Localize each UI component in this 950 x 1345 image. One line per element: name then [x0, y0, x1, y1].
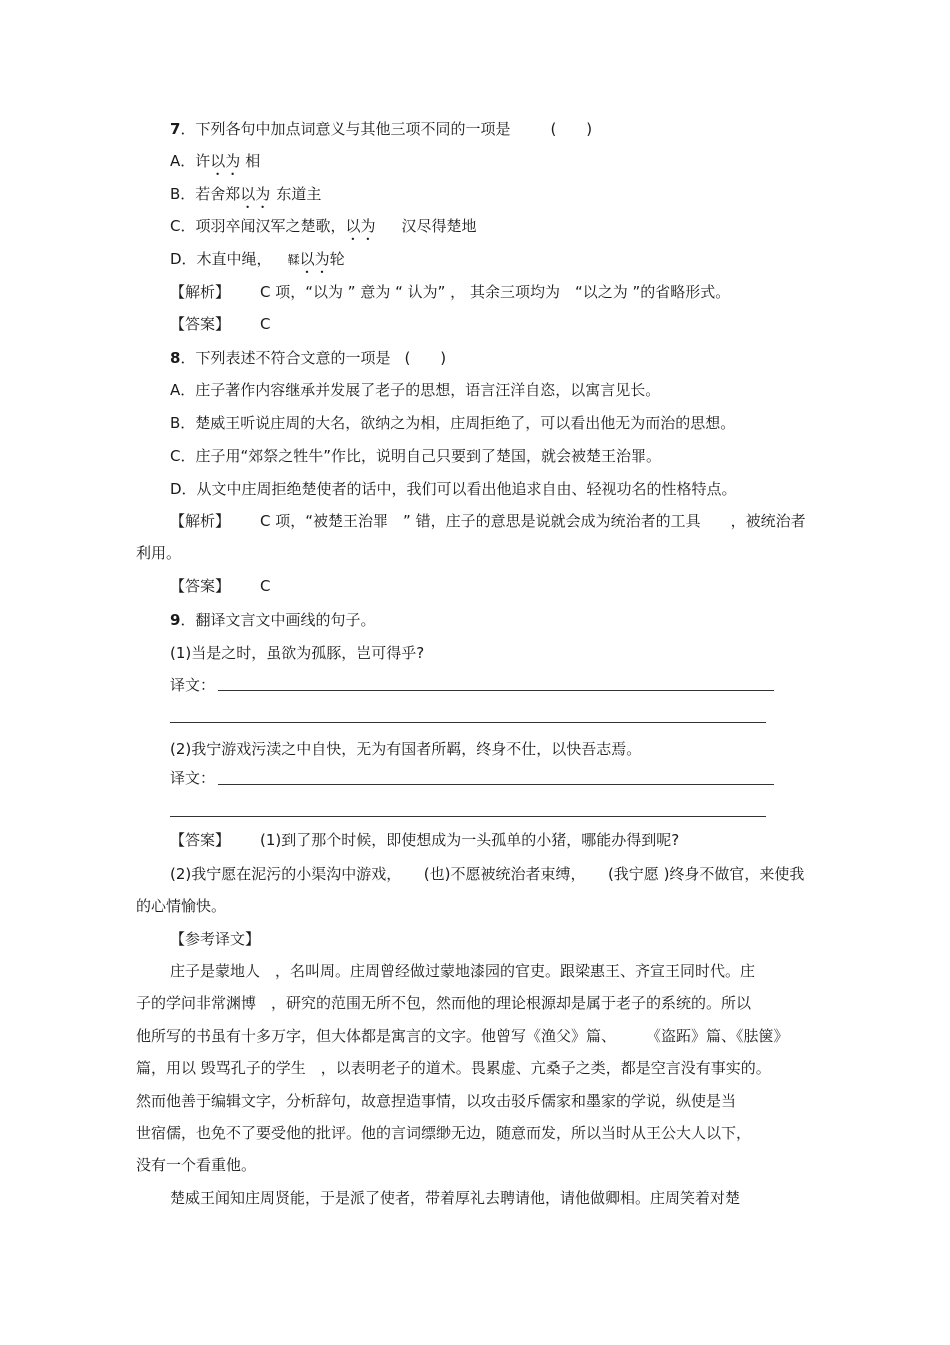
reference-line: 子的学问非常渊博 ，研究的范围无所不包，然而他的理论根源却是属于老子的系统的。所以 [136, 994, 752, 1012]
q7-option-d: D．木直中绳， 鞣以为轮 [170, 250, 345, 268]
q8-answer: 【答案】 C [170, 577, 271, 595]
q7-option-c: C．项羽卒闻汉军之楚歌，以为 汉尽得楚地 [170, 217, 477, 235]
q8-stem: 8．下列表述不符合文意的一项是 ( ) [170, 349, 447, 367]
q7-option-a: A．许以为 相 [170, 152, 261, 170]
reference-line: 没有一个看重他。 [136, 1156, 257, 1174]
q7-option-b: B．若舍郑以为 东道主 [170, 185, 322, 203]
q9-answer-line-1b[interactable] [170, 722, 766, 723]
q8-analysis: 【解析】 C 项，“被楚王治罪 ” 错，庄子的意思是说就会成为统治者的工具 ，被统治者 [170, 512, 806, 530]
q8-option-a: A．庄子著作内容继承并发展了老子的思想，语言汪洋自恣，以寓言见长。 [170, 381, 661, 399]
q9-translation-label-2: 译文： [170, 769, 216, 787]
q9-translation-label-1: 译文： [170, 676, 216, 694]
q9-answer-line-1a[interactable] [218, 690, 774, 691]
reference-line: 楚威王闻知庄周贤能，于是派了使者，带着厚礼去聘请他，请他做卿相。庄周笑着对楚 [170, 1189, 741, 1207]
reference-line: 篇，用以 毁骂孔子的学生 ，以表明老子的道术。畏累虚、亢桑子之类，都是空言没有事实的。 [136, 1059, 771, 1077]
q7-analysis: 【解析】 C 项，“以为 ” 意为 “ 认为” ， 其余三项均为 “以之为 ”的省略形式。 [170, 283, 731, 301]
reference-line: 世宿儒，也免不了要受他的批评。他的言词缥缈无边，随意而发，所以当时从王公大人以下， [136, 1124, 752, 1142]
q8-option-c: C．庄子用“郊祭之牲牛”作比，说明自己只要到了楚国，就会被楚王治罪。 [170, 447, 662, 465]
q9-sentence-2: (2)我宁游戏污渎之中自快，无为有国者所羁，终身不仕，以快吾志焉。 [170, 740, 642, 758]
q9-sentence-1: (1)当是之时，虽欲为孤豚，岂可得乎? [170, 644, 425, 662]
q7-answer: 【答案】 C [170, 315, 271, 333]
q8-option-d: D．从文中庄周拒绝楚使者的话中，我们可以看出他追求自由、轻视功名的性格特点。 [170, 480, 737, 498]
q9-answer-2: (2)我宁愿在泥污的小渠沟中游戏， (也)不愿被统治者束缚， (我宁愿 )终身不做官，来使我 [170, 865, 805, 883]
reference-line: 庄子是蒙地人 ，名叫周。庄周曾经做过蒙地漆园的官吏。跟梁惠王、齐宣王同时代。庄 [170, 962, 756, 980]
q9-answer-1: 【答案】 (1)到了那个时候，即使想成为一头孤单的小猪，哪能办得到呢? [170, 831, 680, 849]
q8-option-b: B．楚威王听说庄周的大名，欲纳之为相，庄周拒绝了，可以看出他无为而治的思想。 [170, 414, 736, 432]
reference-heading: 【参考译文】 [170, 930, 261, 948]
reference-line: 他所写的书虽有十多万字，但大体都是寓言的文字。他曾写《渔父》篇、 《盗跖》篇、《胠箧》 [136, 1027, 789, 1045]
q9-answer-line-2a[interactable] [218, 784, 774, 785]
q9-answer-line-2b[interactable] [170, 816, 766, 817]
reference-line: 然而他善于编辑文字，分析辞句，故意捏造事情，以攻击驳斥儒家和墨家的学说，纵使是当 [136, 1092, 737, 1110]
q9-stem: 9．翻译文言文中画线的句子。 [170, 611, 376, 629]
q7-stem: 7．下列各句中加点词意义与其他三项不同的一项是 ( ) [170, 120, 593, 138]
q9-answer-2-cont: 的心情愉快。 [136, 897, 227, 915]
q8-analysis-cont: 利用。 [136, 544, 182, 562]
